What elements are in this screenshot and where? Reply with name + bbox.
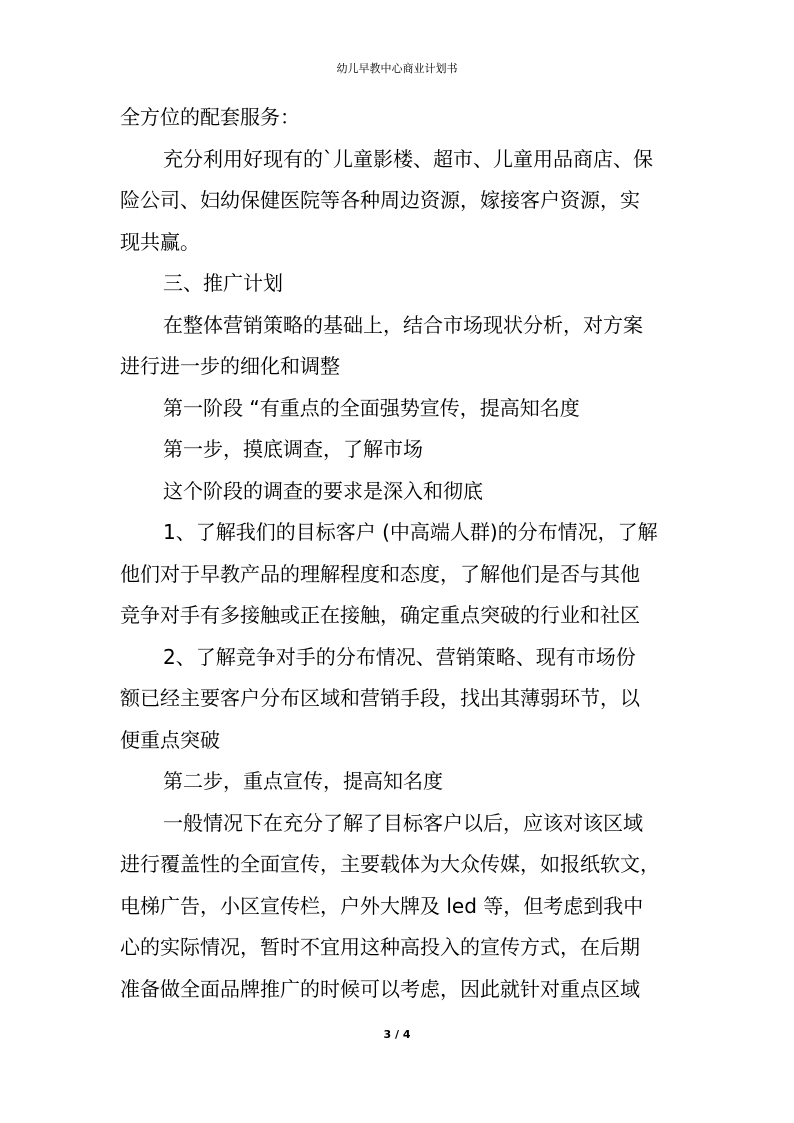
section-heading: 三、推广计划 [163,271,283,295]
page-header: 幼儿早教中心商业计划书 [336,62,458,75]
text-line: 进行覆盖性的全面宣传，主要载体为大众传媒，如报纸软文， [120,852,660,876]
text-line: 一般情况下在充分了解了目标客户以后，应该对该区域 [163,810,643,835]
text-line: 这个阶段的调查的要求是深入和彻底 [163,478,483,503]
text-line: 便重点突破 [120,727,220,752]
text-line: 全方位的配套服务： [120,105,300,129]
text-line: 准备做全面品牌推广的时候可以考虑，因此就针对重点区域 [120,976,640,1001]
text-line: 进行进一步的细化和调整 [120,354,340,378]
text-line: 2、了解竞争对手的分布情况、营销策略、现有市场份 [163,644,636,669]
text-line: 第一步，摸底调查，了解市场 [163,437,423,461]
page-number: 3 / 4 [383,1028,411,1041]
text-line: 电梯广告，小区宣传栏，户外大牌及 led 等，但考虑到我中 [120,893,644,918]
text-line: 第一阶段 “有重点的全面强势宣传，提高知名度 [163,395,580,420]
text-line: 现共赢。 [120,229,200,254]
document-body [120,97,676,1010]
text-line: 他们对于早教产品的理解程度和态度，了解他们是否与其他 [120,561,640,586]
text-line: 心的实际情况，暂时不宜用这种高投入的宣传方式，在后期 [120,935,640,959]
text-line: 在整体营销策略的基础上，结合市场现状分析，对方案 [163,312,643,337]
text-line: 1、了解我们的目标客户 (中高端人群)的分布情况，了解 [163,520,658,544]
text-line: 竞争对手有多接触或正在接触，确定重点突破的行业和社区 [120,603,640,627]
text-line: 充分利用好现有的`儿童影楼、超市、儿童用品商店、保 [163,146,653,171]
text-line: 额已经主要客户分布区域和营销手段，找出其薄弱环节，以 [120,686,640,710]
text-line: 第二步，重点宣传，提高知名度 [163,769,443,793]
text-line: 险公司、妇幼保健医院等各种周边资源，嫁接客户资源，实 [120,188,640,212]
